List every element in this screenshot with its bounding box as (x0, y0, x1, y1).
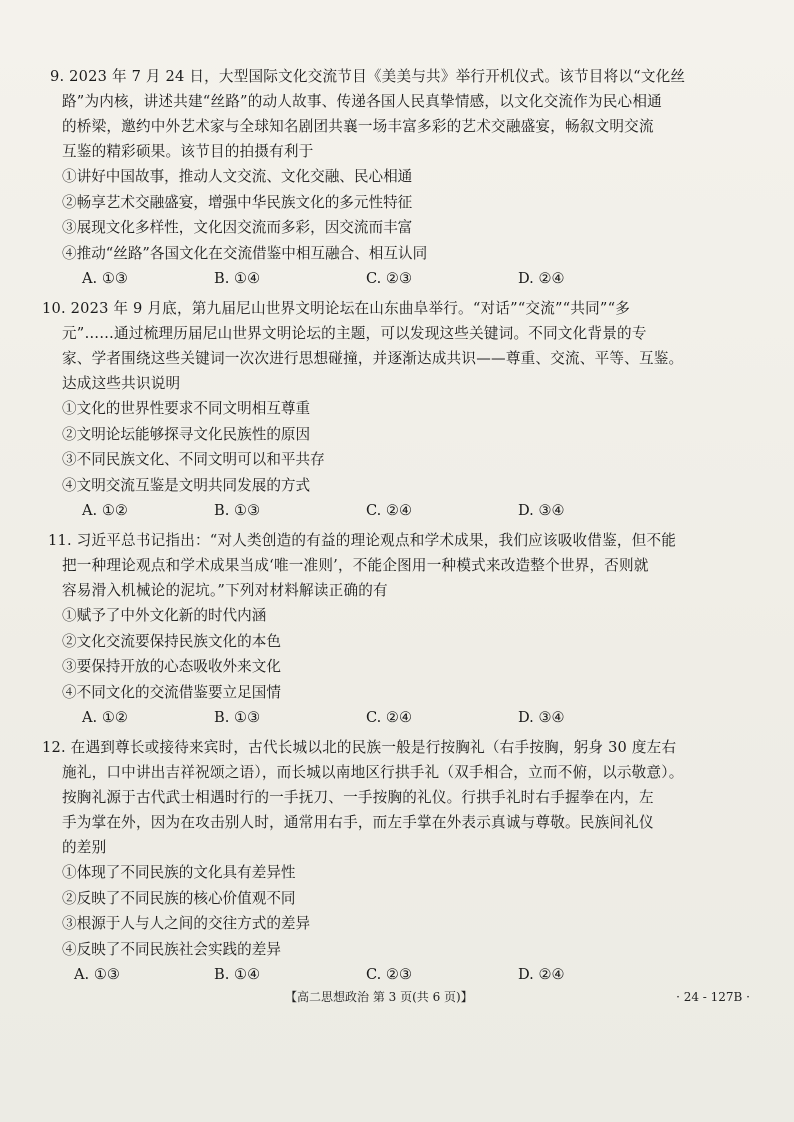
question-11-choices (62, 705, 762, 731)
question-12-stem-line: 手为掌在外，因为在攻击别人时，通常用右手，而左手掌在外表示真诚与尊敬。民族间礼仪 (62, 814, 654, 831)
footer-exam-code: · 24 - 127B · (676, 990, 750, 1004)
choice-d: D. ②④ (518, 270, 565, 287)
option-1: ①文化的世界性要求不同文明相互尊重 (62, 400, 311, 417)
choice-b: B. ①③ (214, 709, 261, 726)
footer-page-info: 【高二思想政治 第 3 页(共 6 页)】 (285, 990, 473, 1004)
choice-d: D. ③④ (518, 709, 565, 726)
option-4: ④文明交流互鉴是文明共同发展的方式 (62, 476, 311, 494)
option-1: ①讲好中国故事，推动人文交流、文化交融、民心相通 (62, 168, 413, 185)
option-2: ②文化交流要保持民族文化的本色 (62, 632, 281, 650)
choice-c: C. ②③ (366, 270, 413, 287)
question-12-stem-line: 的差别 (62, 839, 107, 856)
choice-d: D. ②④ (518, 966, 565, 983)
question-10 (42, 296, 762, 396)
choice-a: A. ①② (82, 709, 128, 726)
question-10-stem-line: 达成这些共识说明 (62, 375, 181, 392)
question-9-stem-line: 的桥梁，邀约中外艺术家与全球知名剧团共襄一场丰富多彩的艺术交融盛宴，畅叙文明交流 (62, 118, 654, 135)
question-9-options (62, 164, 762, 266)
choice-b: B. ①④ (214, 270, 261, 287)
question-10-stem-line: 家、学者围绕这些关键词一次次进行思想碰撞，并逐渐达成共识——尊重、交流、平等、互鉴。 (62, 350, 684, 367)
question-12 (42, 735, 762, 860)
question-12-choices (62, 962, 762, 988)
question-9-stem-line: 互鉴的精彩硕果。该节目的拍摄有利于 (62, 143, 314, 160)
question-10-choices (62, 498, 762, 524)
choice-b: B. ①④ (214, 966, 261, 983)
option-4: ④反映了不同民族社会实践的差异 (62, 940, 281, 958)
question-9-choices (62, 266, 762, 292)
question-11-options (62, 603, 762, 705)
choice-b: B. ①③ (214, 502, 261, 519)
option-4: ④推动“丝路”各国文化在交流借鉴中相互融合、相互认同 (62, 244, 428, 262)
choice-a: A. ①② (82, 502, 128, 519)
question-10-options (62, 396, 762, 498)
choice-c: C. ②④ (366, 709, 413, 726)
question-11-stem-line: 容易滑入机械论的泥坑。”下列对材料解读正确的有 (62, 582, 388, 599)
question-9 (50, 64, 762, 164)
option-3: ③要保持开放的心态吸收外来文化 (62, 658, 281, 675)
question-12-stem-line: 12. 在遇到尊长或接待来宾时，古代长城以北的民族一般是行按胸礼（右手按胸，躬身 30 度左右 (42, 739, 677, 756)
question-11 (48, 528, 762, 603)
choice-c: C. ②④ (366, 502, 413, 519)
option-4: ④不同文化的交流借鉴要立足国情 (62, 683, 281, 701)
question-10-stem-line: 元”……通过梳理历届尼山世界文明论坛的主题，可以发现这些关键词。不同文化背景的专 (62, 325, 647, 342)
option-2: ②反映了不同民族的核心价值观不同 (62, 889, 296, 907)
option-3: ③展现文化多样性，文化因交流而多彩，因交流而丰富 (62, 219, 413, 236)
option-1: ①赋予了中外文化新的时代内涵 (62, 607, 267, 624)
option-2: ②文明论坛能够探寻文化民族性的原因 (62, 425, 311, 443)
option-3: ③不同民族文化、不同文明可以和平共存 (62, 451, 325, 468)
question-12-options (62, 860, 762, 962)
question-11-stem-line: 把一种理论观点和学术成果当成‘唯一准则’，不能企图用一种模式来改造整个世界，否则就 (62, 557, 649, 574)
question-12-stem-line: 施礼，口中讲出吉祥祝颂之语），而长城以南地区行拱手礼（双手相合，立而不俯，以示敬意）。 (62, 764, 684, 781)
choice-a: A. ①③ (74, 966, 120, 983)
question-10-stem-line: 10. 2023 年 9 月底，第九届尼山世界文明论坛在山东曲阜举行。“对话”“交流”“共同”“多 (42, 300, 631, 317)
option-2: ②畅享艺术交融盛宴，增强中华民族文化的多元性特征 (62, 193, 413, 211)
question-9-stem-line: 路”为内核，讲述共建“丝路”的动人故事、传递各国人民真挚情感，以文化交流作为民心相通 (62, 93, 662, 110)
option-3: ③根源于人与人之间的交往方式的差异 (62, 915, 311, 932)
question-9-stem-line: 9. 2023 年 7 月 24 日，大型国际文化交流节目《美美与共》举行开机仪式。该节目将以“文化丝 (50, 68, 686, 85)
question-11-stem-line: 11. 习近平总书记指出：“对人类创造的有益的理论观点和学术成果，我们应该吸收借鉴，但不能 (48, 532, 677, 549)
choice-a: A. ①③ (82, 270, 128, 287)
question-12-stem-line: 按胸礼源于古代武士相遇时行的一手抚刀、一手按胸的礼仪。行拱手礼时右手握拳在内，左 (62, 789, 654, 806)
choice-c: C. ②③ (366, 966, 413, 983)
choice-d: D. ③④ (518, 502, 565, 519)
question-list (42, 64, 762, 992)
option-1: ①体现了不同民族的文化具有差异性 (62, 864, 296, 881)
